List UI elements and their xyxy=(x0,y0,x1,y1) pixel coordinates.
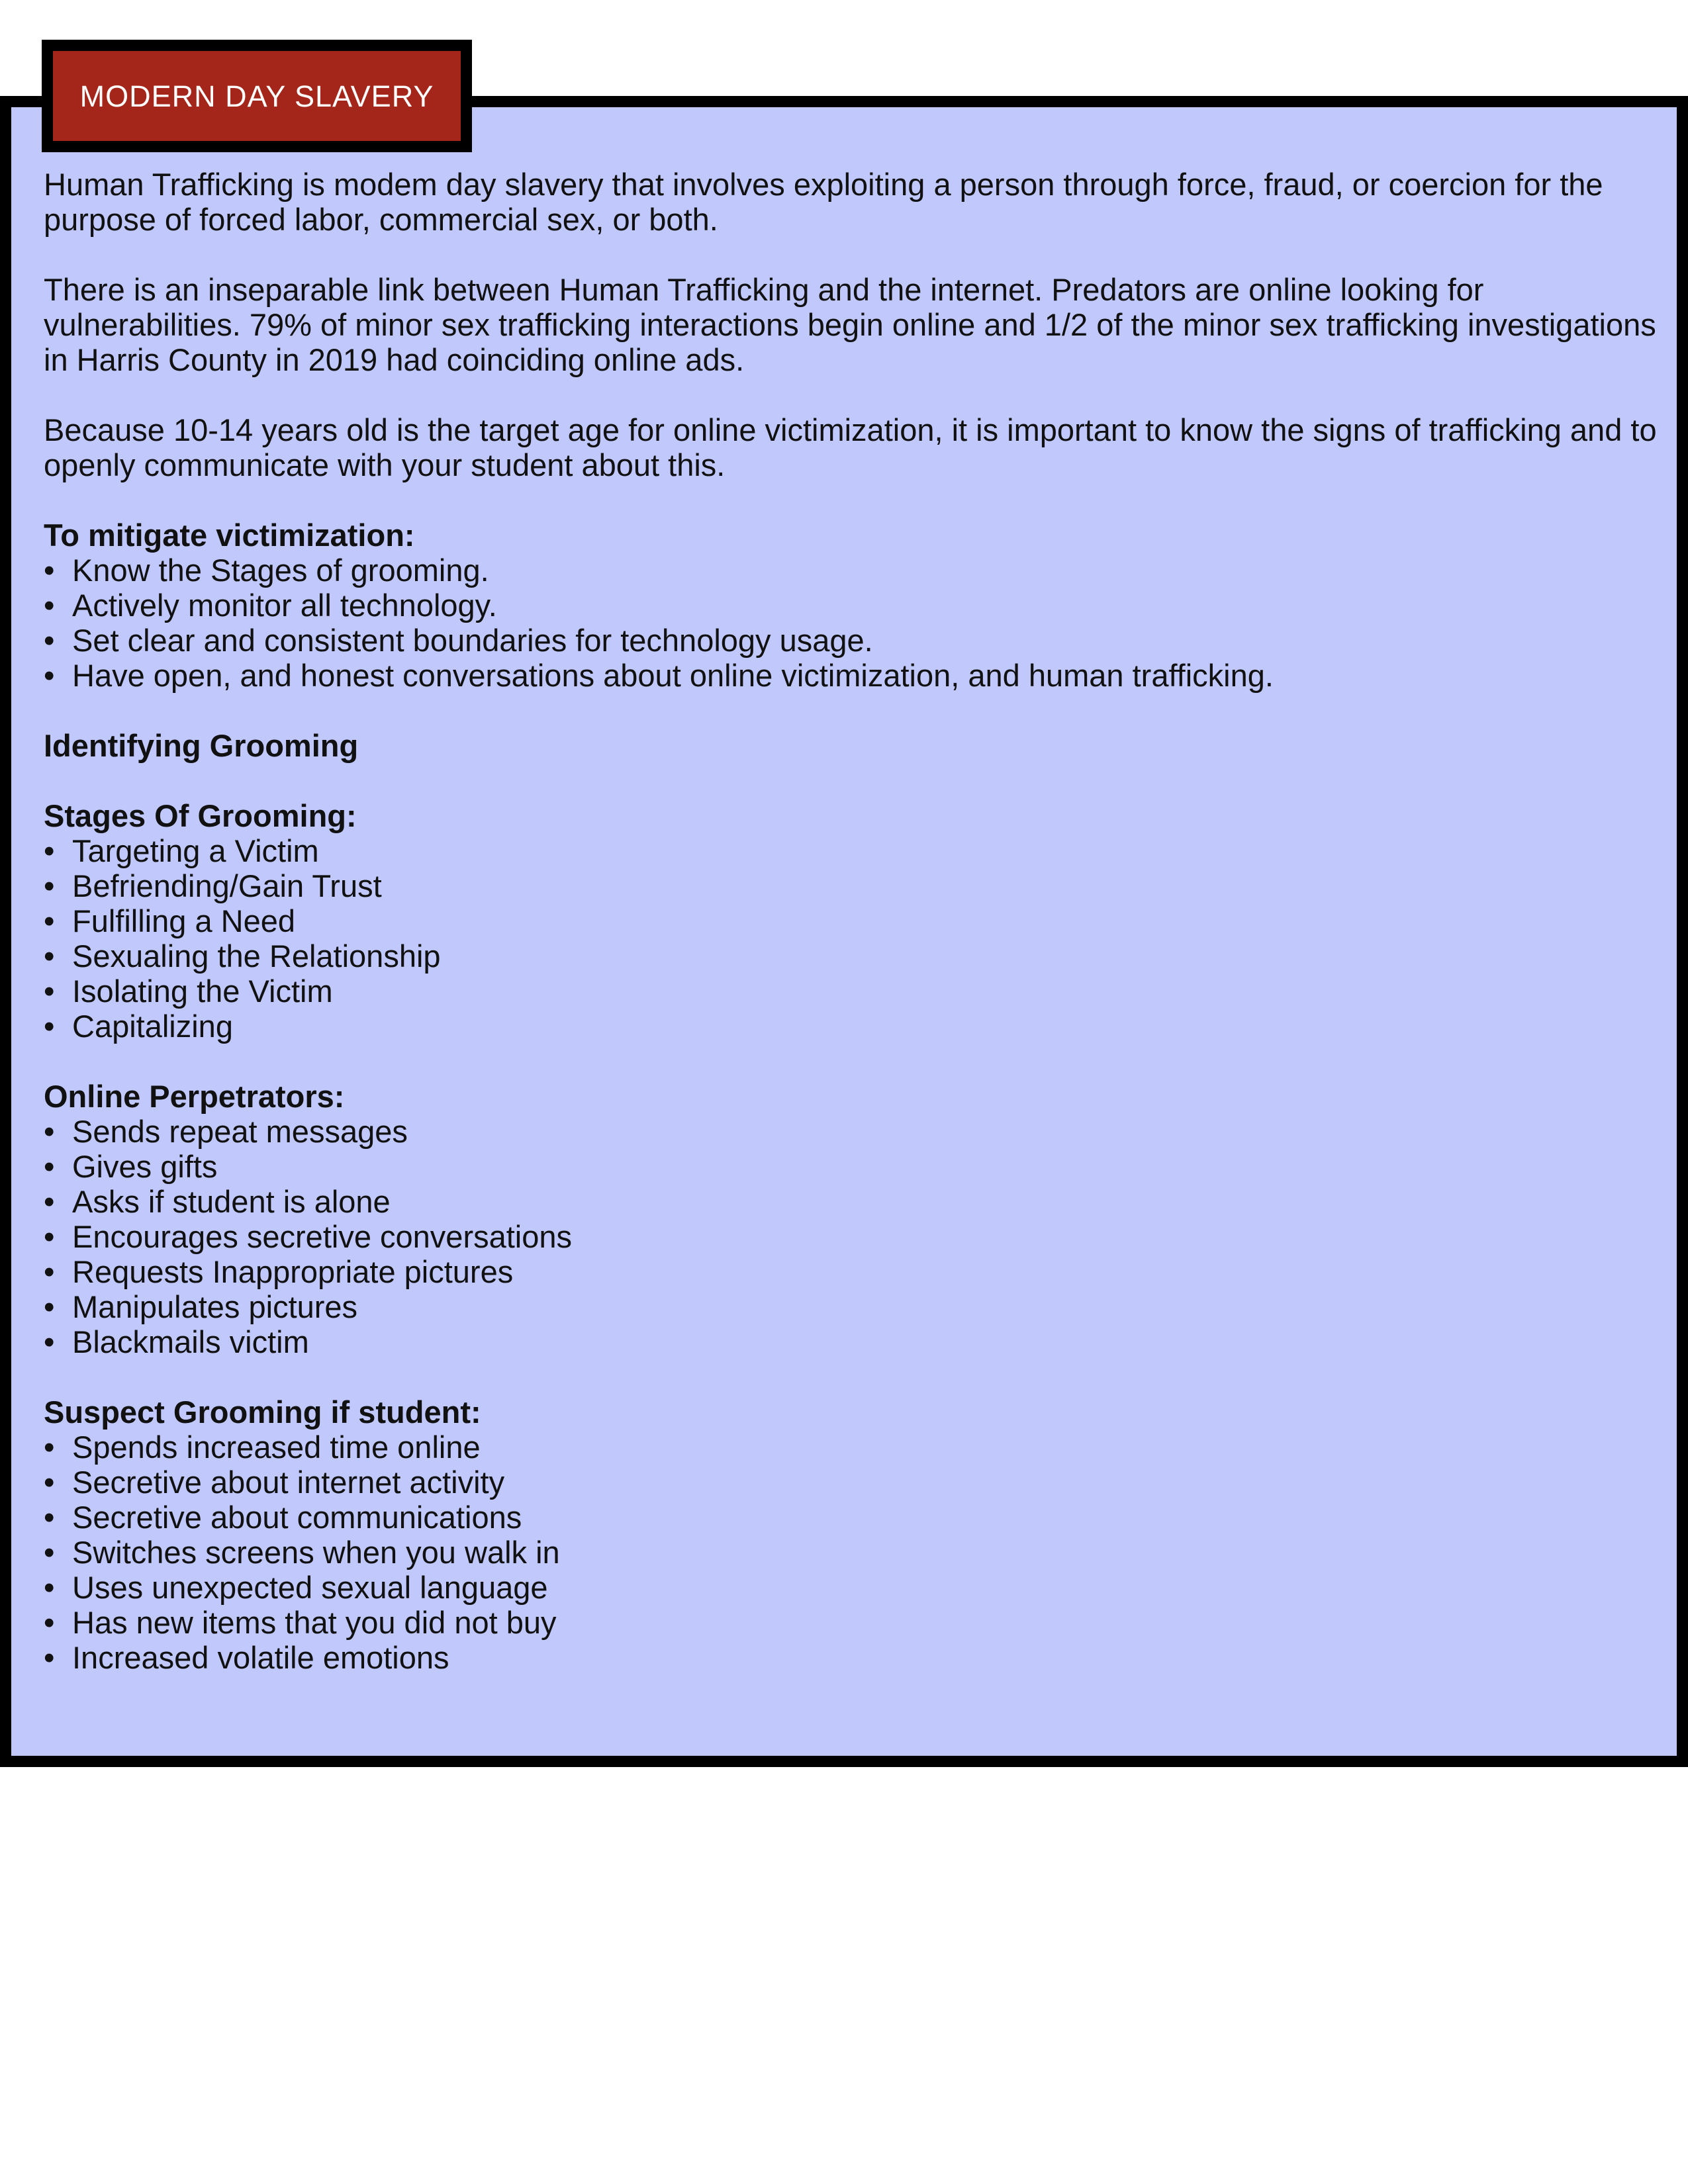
suspect-heading: Suspect Grooming if student: xyxy=(44,1394,481,1430)
list-item: • Manipulates pictures xyxy=(44,1289,1659,1324)
list-item: • Blackmails victim xyxy=(44,1324,1659,1359)
mitigate-list xyxy=(44,553,1659,693)
intro-paragraph-2: There is an inseparable link between Human Trafficking and the internet. Predators are online looking for vulnerabilities. 79% of minor sex trafficking interactions begin online and 1/2 of the minor sex trafficking investigations in Harris County in 2019 had coinciding online ads. xyxy=(44,272,1656,377)
list-item: • Sends repeat messages xyxy=(44,1114,1659,1149)
list-item: • Set clear and consistent boundaries for technology usage. xyxy=(44,623,1659,658)
list-item: • Increased volatile emotions xyxy=(44,1640,1659,1675)
list-item: • Switches screens when you walk in xyxy=(44,1535,1659,1570)
list-item: • Isolating the Victim xyxy=(44,974,1659,1009)
identifying-heading: Identifying Grooming xyxy=(44,728,359,763)
list-item: • Has new items that you did not buy xyxy=(44,1605,1659,1640)
list-item: • Requests Inappropriate pictures xyxy=(44,1254,1659,1289)
intro-paragraph-3: Because 10-14 years old is the target age for online victimization, it is important to know the signs of trafficking and to openly communicate with your student about this. xyxy=(44,412,1657,482)
list-item: • Sexualing the Relationship xyxy=(44,938,1659,974)
list-item: • Have open, and honest conversations about online victimization, and human trafficking. xyxy=(44,658,1659,693)
list-item: • Befriending/Gain Trust xyxy=(44,868,1659,903)
list-item: • Actively monitor all technology. xyxy=(44,588,1659,623)
list-item: • Secretive about internet activity xyxy=(44,1465,1659,1500)
document-body xyxy=(44,167,1659,1675)
header-title: MODERN DAY SLAVERY xyxy=(79,79,434,113)
header-tab xyxy=(42,40,472,152)
list-item: • Fulfilling a Need xyxy=(44,903,1659,938)
list-item: • Secretive about communications xyxy=(44,1500,1659,1535)
list-item: • Encourages secretive conversations xyxy=(44,1219,1659,1254)
perpetrators-list xyxy=(44,1114,1659,1359)
list-item: • Targeting a Victim xyxy=(44,833,1659,868)
list-item: • Know the Stages of grooming. xyxy=(44,553,1659,588)
suspect-list xyxy=(44,1430,1659,1675)
perpetrators-heading: Online Perpetrators: xyxy=(44,1079,345,1114)
mitigate-heading: To mitigate victimization: xyxy=(44,518,415,553)
list-item: • Gives gifts xyxy=(44,1149,1659,1184)
list-item: • Spends increased time online xyxy=(44,1430,1659,1465)
list-item: • Uses unexpected sexual language xyxy=(44,1570,1659,1605)
list-item: • Asks if student is alone xyxy=(44,1184,1659,1219)
stages-heading: Stages Of Grooming: xyxy=(44,798,357,833)
stages-list xyxy=(44,833,1659,1044)
intro-paragraph-1: Human Trafficking is modem day slavery that involves exploiting a person through force, fraud, or coercion for the purpose of forced labor, commercial sex, or both. xyxy=(44,167,1603,237)
list-item: • Capitalizing xyxy=(44,1009,1659,1044)
